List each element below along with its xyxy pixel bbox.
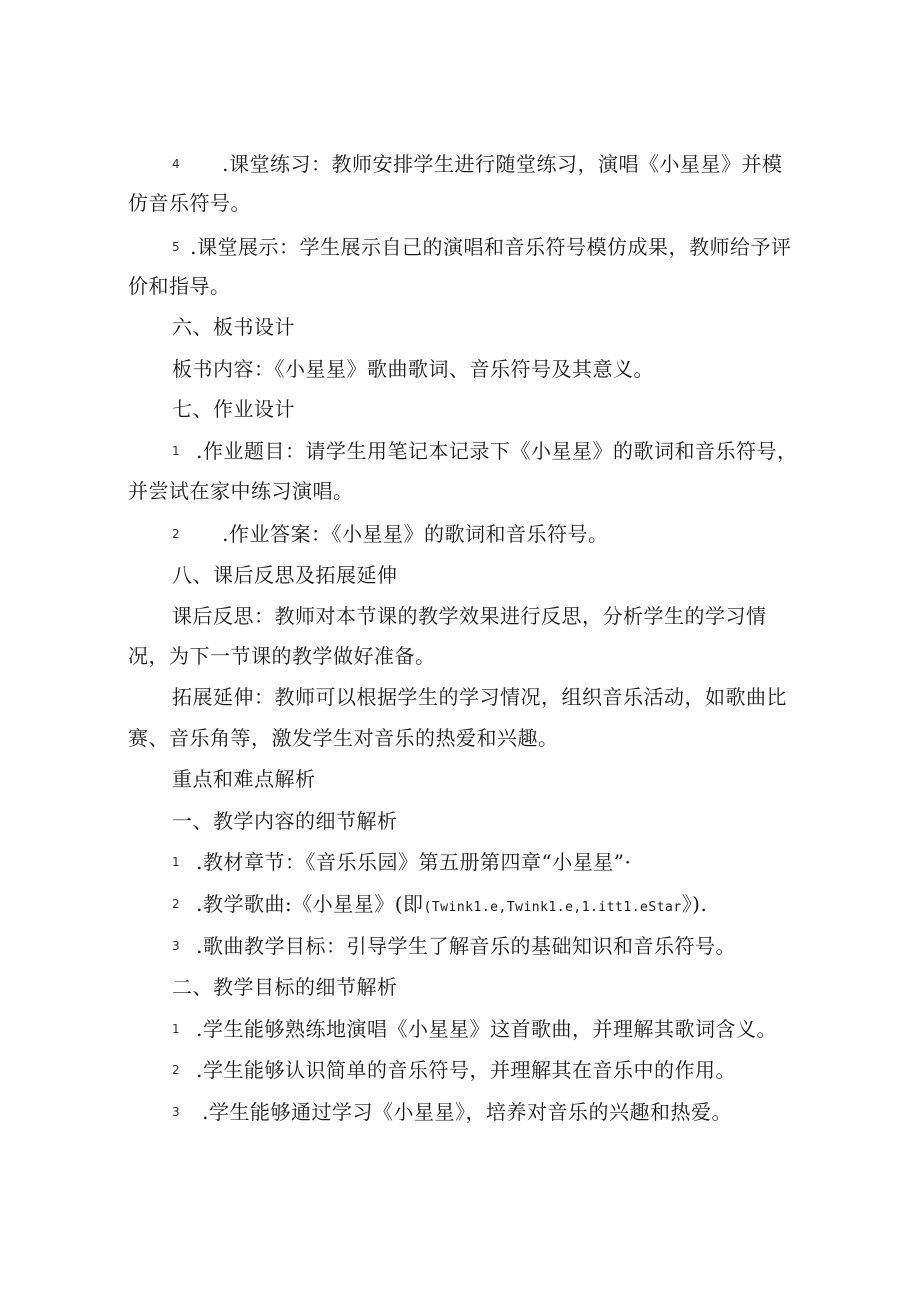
subheading-objective-analysis: 二、教学目标的细节解析 [172, 975, 398, 999]
list-number: 3 [172, 1105, 181, 1119]
homework-1-line-1 [172, 439, 798, 463]
item-5-line-1 [172, 235, 792, 259]
section-heading-key-points: 重点和难点解析 [172, 767, 316, 791]
list-number: 1 [172, 855, 181, 869]
item-text: .歌曲教学目标：引导学生了解音乐的基础知识和音乐符号。 [196, 934, 736, 958]
item-5-line-2: 价和指导。 [128, 274, 231, 298]
section-heading-reflection: 八、课后反思及拓展延伸 [172, 563, 398, 587]
board-content: 板书内容：《小星星》歌曲歌词、音乐符号及其意义。 [172, 357, 654, 381]
item-text: .课堂练习：教师安排学生进行随堂练习，演唱《小星星》并模 [222, 152, 783, 176]
subheading-content-analysis: 一、教学内容的细节解析 [172, 809, 398, 833]
reflection-line-2: 况，为下一节课的教学做好准备。 [128, 644, 436, 668]
list-number: 3 [172, 939, 181, 953]
item-text: .课堂展示：学生展示自己的演唱和音乐符号模仿成果，教师给予评 [190, 235, 792, 259]
objective-item-3 [172, 1100, 732, 1124]
item-text: .教材章节：《音乐乐园》第五册第四章“小星星”· [196, 850, 632, 874]
item-text: .作业题目：请学生用笔记本记录下《小星星》的歌词和音乐符号， [196, 439, 798, 463]
content-item-3 [172, 934, 736, 958]
reflection-line-1: 课后反思：教师对本节课的教学效果进行反思，分析学生的学习情 [172, 604, 767, 628]
item-text: .学生能够通过学习《小星星》，培养对音乐的兴趣和热爱。 [202, 1100, 732, 1124]
item-text: .学生能够熟练地演唱《小星星》这首歌曲，并理解其歌词含义。 [196, 1017, 777, 1041]
list-number: 1 [172, 1022, 181, 1036]
list-number: 2 [172, 1063, 181, 1077]
item-4-line-1 [172, 152, 783, 176]
content-item-1 [172, 850, 631, 874]
item-text-end: 》). [681, 892, 708, 916]
section-heading-board: 六、板书设计 [172, 315, 295, 339]
homework-1-line-2: 并尝试在家中练习演唱。 [128, 479, 354, 503]
list-number: 1 [172, 444, 181, 458]
item-text: .学生能够认识简单的音乐符号，并理解其在音乐中的作用。 [196, 1058, 736, 1082]
content-item-2 [172, 892, 707, 920]
list-number: 2 [172, 527, 181, 541]
list-number: 5 [172, 240, 181, 254]
list-number: 4 [172, 157, 181, 171]
item-4-line-2: 仿音乐符号。 [128, 191, 251, 215]
objective-item-2 [172, 1058, 736, 1082]
objective-item-1 [172, 1017, 777, 1041]
song-english-title: (Twink1.e,Twink1.e,1.itt1.eStar [423, 900, 682, 915]
extension-line-1: 拓展延伸：教师可以根据学生的学习情况，组织音乐活动，如歌曲比 [172, 685, 787, 709]
item-text: .作业答案：《小星星》的歌词和音乐符号。 [222, 522, 609, 546]
item-text: .教学歌曲:《小星星》(即 [196, 892, 424, 916]
list-number: 2 [172, 897, 181, 911]
homework-2 [172, 522, 609, 546]
extension-line-2: 赛、音乐角等，激发学生对音乐的热爱和兴趣。 [128, 726, 559, 750]
section-heading-homework: 七、作业设计 [172, 397, 295, 421]
